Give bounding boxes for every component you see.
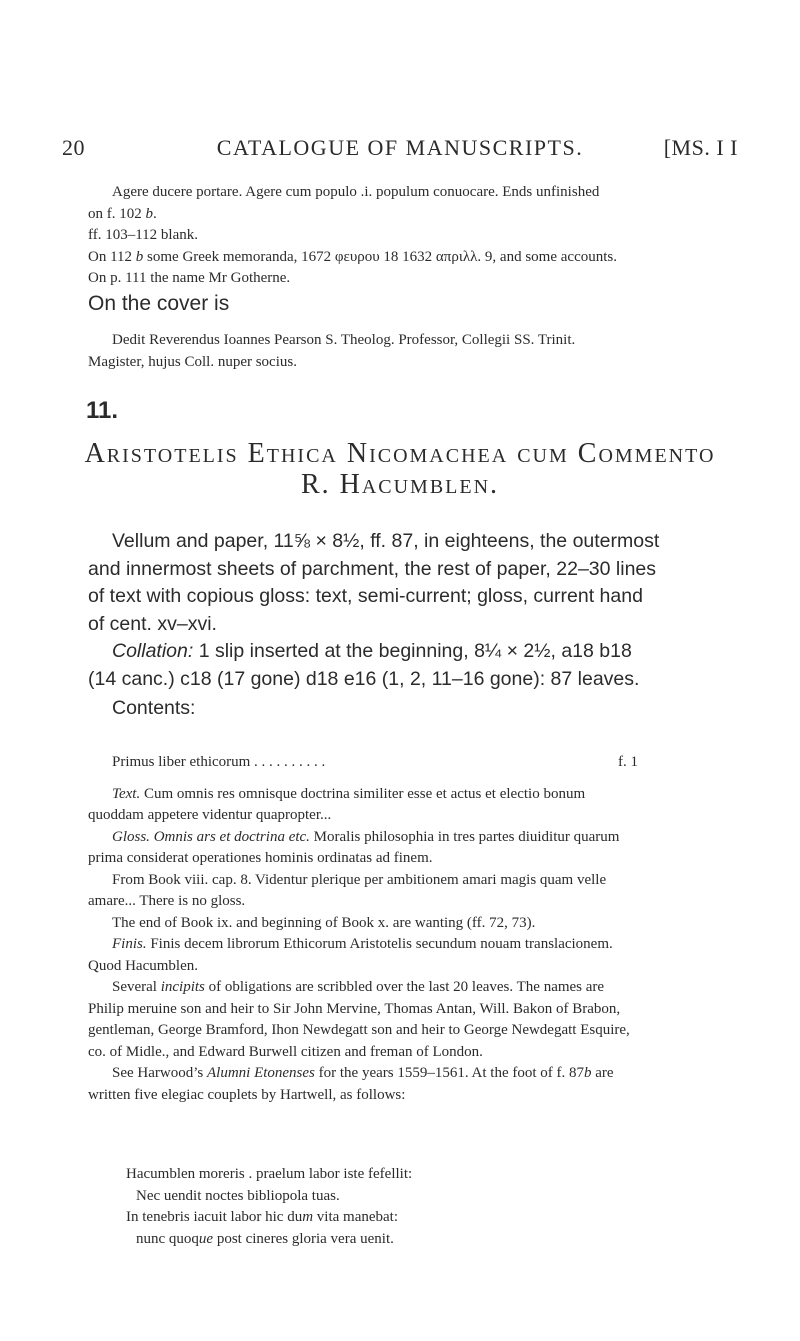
text-label: Text. [112,785,141,802]
names-line-3: co. of Midle., and Edward Burwell citizen and freman of London. [88,1043,483,1060]
entry-number: 11. [86,397,119,424]
intro-notes [88,182,736,290]
contents-heading: Contents: [112,697,196,719]
ms-reference: [MS. I I [663,135,738,160]
entry-title-line-1: Aristotelis Ethica Nicomachea cum Commento [84,438,716,469]
finis-label: Finis. [112,936,147,952]
finis-line-1 [112,934,738,956]
collation-line-2: (14 canc.) c18 (17 gone) d18 e16 (1, 2, 11–16 gone): 87 leaves. [88,667,640,690]
see-years: for the years 1559–1561. At the foot of f. 87 [314,1065,585,1081]
intro-line-2-text: on f. 102 [88,205,146,222]
see-text: See Harwood’s [112,1065,207,1081]
page-number: 20 [62,135,85,160]
poem-line-4-c: post cineres gloria vera uenit. [213,1230,394,1247]
collation-label: Collation: [112,640,194,662]
cover-line-2: Magister, hujus Coll. nuper socius. [88,353,297,370]
gloss-incipit: Omnis ars et doctrina etc. [149,828,310,845]
desc-line-1: Vellum and paper, 11⅝ × 8½, ff. 87, in eighteens, the outermost [112,530,660,552]
desc-line-4: of cent. xv–xvi. [88,612,217,635]
physical-description [88,528,738,723]
poem-line-3-b: m [302,1209,314,1225]
gloss-note-line-1 [112,827,738,849]
names-line-2: gentleman, George Bramford, Ihon Newdegatt son and heir to George Newdegatt Esquire, [88,1022,630,1038]
running-header [62,135,738,165]
book9-note: The end of Book ix. and beginning of Book x. are wanting (ff. 72, 73). [112,914,536,931]
names-line-1: Philip meruine son and heir to Sir John Mervine, Thomas Antan, Will. Bakon of Brabon, [88,1000,621,1017]
poem-line-4-b: ue [198,1230,214,1247]
elegiac-couplets [112,1164,736,1250]
cover-line-1: Dedit Reverendus Ioannes Pearson S. Theolog. Professor, Collegii SS. Trinit. [112,332,576,348]
intro-line-1: Agere ducere portare. Agere cum populo .i. populum conuocare. Ends unfinished [112,184,600,200]
intro-line-4-rest: some Greek memoranda, 1672 φευρου 18 1632 απριλλ. 9, and some accounts. [143,248,617,265]
gloss-label: Gloss. [112,828,150,845]
poem-line-4-a: nunc quoq [136,1230,199,1247]
cover-section [88,292,712,373]
see-end: are [591,1065,614,1081]
finis-text: Finis decem librorum Ethicorum Aristotelis secundum nouam translacionem. [146,936,613,952]
poem-line-4 [112,1229,736,1251]
book8-line-2: amare... There is no gloss. [88,893,246,909]
text-note-line-1 [112,784,738,806]
toc-item: Primus liber ethicorum . . . . . . . . . . [112,754,326,770]
poem-line-2: Nec uendit noctes bibliopola tuas. [136,1187,340,1204]
gloss-text: Moralis philosophia in tres partes diuiditur quarum [309,828,620,845]
several-text: Several [112,979,161,995]
intro-line-5: On p. 111 the name Mr Gotherne. [88,270,291,286]
text-note-line-2: quoddam appetere videntur quapropter... [88,807,332,823]
several-rest: of obligations are scribbled over the last 20 leaves. The names are [204,979,605,995]
contents-and-notes [88,752,738,1106]
entry-title-line-2: R. Hacumblen. [300,469,500,500]
intro-line-2-end: . [153,205,157,222]
see-line-2: written five elegiac couplets by Hartwell, as follows: [88,1086,406,1103]
text-incipit: Cum omnis res omnisque doctrina similiter esse et actus et electio bonum [140,785,586,802]
intro-line-4-text: On 112 [88,248,136,265]
poem-line-3 [112,1207,736,1229]
intro-line-3: ff. 103–112 blank. [88,227,198,243]
book8-line-1: From Book viii. cap. 8. Videntur plerique per ambitionem amari magis quam velle [112,871,607,888]
poem-line-1: Hacumblen moreris . praelum labor iste fefellit: [126,1166,413,1182]
several-incipits-line [112,977,738,999]
desc-line-2: and innermost sheets of parchment, the rest of paper, 22–30 lines [88,557,657,580]
intro-line-2-verso: b [145,205,153,222]
alumni-etonenses: Alumni Etonenses [206,1065,315,1081]
poem-line-3-a: In tenebris iacuit labor hic du [126,1209,303,1225]
collation-line-1 [88,638,738,666]
poem-line-3-c: vita manebat: [313,1209,399,1225]
see-verso: b [584,1065,592,1081]
desc-line-3: of text with copious gloss: text, semi-current; gloss, current hand [88,585,643,607]
cover-heading: On the cover is [88,292,230,315]
toc-entry [112,752,738,774]
see-line-1 [112,1063,738,1085]
intro-line-4 [88,247,736,269]
collation-text: 1 slip inserted at the beginning, 8¼ × 2½, a18 b18 [193,640,632,662]
finis-line-2: Quod Hacumblen. [88,957,198,974]
intro-line-4-verso: b [135,248,144,265]
intro-line-2 [88,204,736,226]
incipits-word: incipits [160,979,205,995]
running-title: CATALOGUE OF MANUSCRIPTS. [216,135,584,160]
gloss-note-line-2: prima considerat operationes hominis ordinatas ad finem. [88,850,433,866]
entry-title [62,438,738,500]
toc-folio: f. 1 [618,754,638,770]
